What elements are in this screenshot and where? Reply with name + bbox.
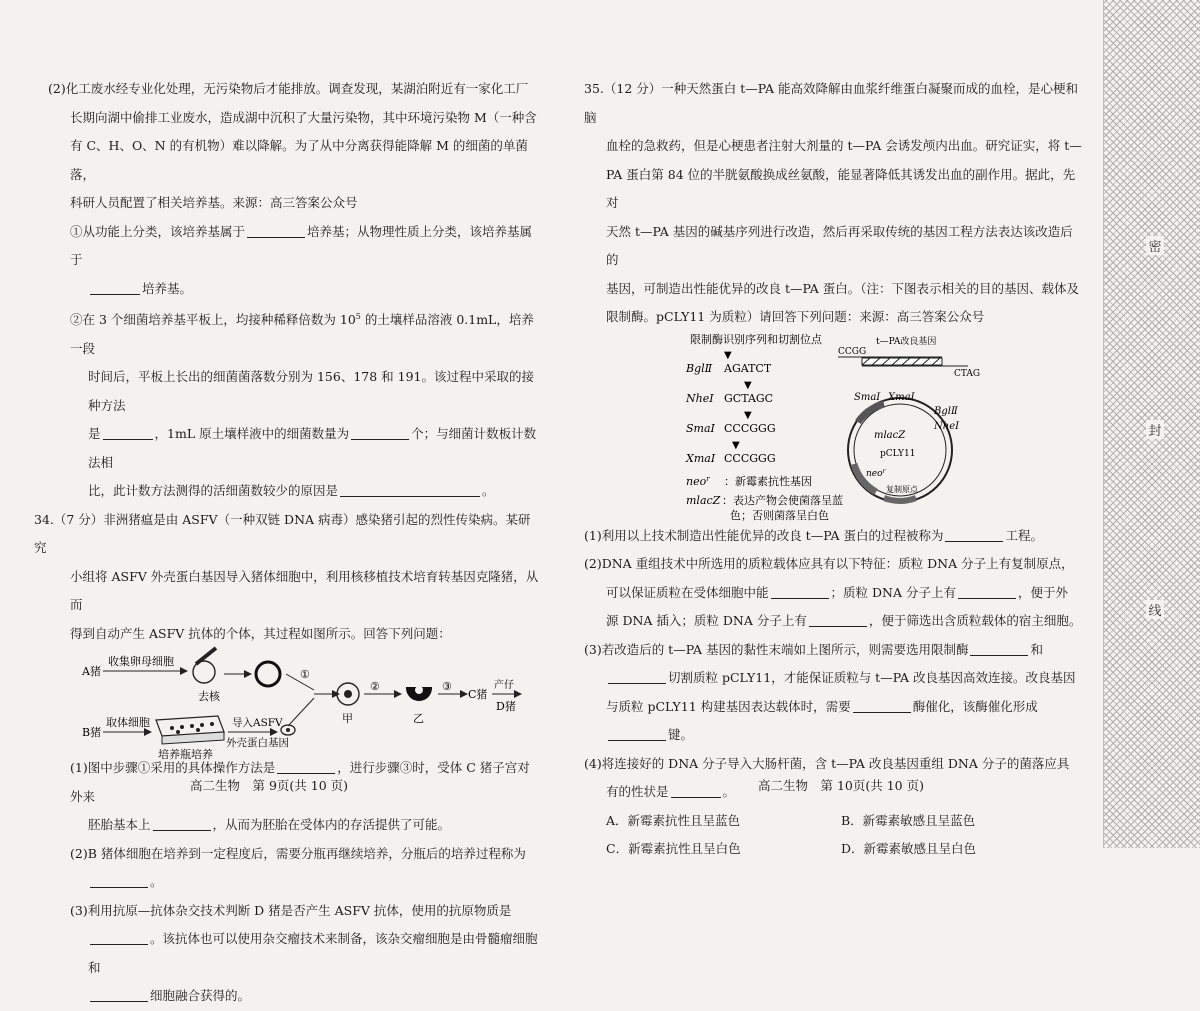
left-page: (2)化工废水经专业化处理，无污染物后才能排放。调查发现，某湖泊附近有一家化工厂 长期向湖中偷排工业废水，造成湖中沉积了大量污染物，其中环境污染物 M（一种含 有 C、H、O、N 的有机物）难以降解。为了从中分离获得能降解 M 的细菌的单菌落， 科研人员配置了相关培养基。来源：高三答案公众号 ①从功能上分类，该培养基属于 培养基；从物理性质上分类，该培养基属于 培养基。 ②在 3 个细菌培养基平板上，均接种稀释倍数为 $10^5$ 的土壤样品溶液 0.1mL，培养一段 时间后，平板上长出的细菌菌落数分别为 156、178 和 191。该过程中采取的接种方法 是 ，1mL 原土壤样液中的细菌数量为 个；与细菌计数板计数法相 比，此计数方法测得的活细菌数较少的原因是 。 34.（7 分）非洲猪瘟是由 ASFV（一种双链 DNA 病毒）感染猪引起的烈性传染病。某研究 小组将 ASFV 外壳蛋白基因导入猪体细胞中，利用核移植技术培育转基因克隆猪，从而 得到自动产生 ASFV 抗体的个体，其过程如图所示。回答下列问题： A猪 收集卵母细胞 去核 ① 甲 ② 乙 ③ C猪 产仔 D猪 B猪 取体细胞 培养瓶培养 导入ASFV 外壳蛋白基因 (1)图中步骤①采用的具体操作方法是 ，进行步骤③时，受体 C 猪子宫对外来 胚胎基本上 ，从而为胚胎在受体内的存活提供了可能。 (2)B 猪体细胞在培养到一定程度后，需要分瓶再继续培养，分瓶后的培养过程称为 。 (3)利用抗原—抗体杂交技术判断 D 猪是否产生 ASFV 抗体，使用的抗原物质是 。该抗体也可以使用杂交瘤技术来制备，该杂交瘤细胞是由骨髓瘤细胞和 细胞融合获得的。	[48, 0, 540, 1011]
enzyme-table-title: 限制酶识别序列和切割位点	[690, 332, 822, 346]
answer-blank[interactable]	[853, 698, 911, 713]
import-gene-label-1: 导入ASFV	[232, 717, 283, 730]
q35-part3: (3)若改造后的 t—PA 基因的黏性末端如上图所示，则需要选用限制酶 和	[584, 641, 1043, 657]
plasmid-nhe: NheⅠ	[934, 420, 960, 432]
option-a[interactable]: A．新霉素抗性且呈蓝色	[606, 812, 741, 828]
q34-part1: (1)图中步骤①采用的具体操作方法是 ，进行步骤③时，受体 C 猪子宫对外来	[70, 760, 530, 804]
q35-options	[584, 807, 1076, 864]
q35-head: 35.（12 分）一种天然蛋白 t—PA 能高效降解由血浆纤维蛋白凝聚而成的血栓，是心梗和脑	[584, 81, 1079, 125]
step-1: ①	[300, 668, 310, 682]
culture-label: 培养瓶培养	[158, 748, 213, 762]
q33-part2-text: (2)化工废水经专业化处理，无污染物后才能排放。调查发现，某湖泊附近有一家化工厂	[48, 81, 529, 96]
option-b[interactable]: B．新霉素敏感且呈蓝色	[841, 812, 976, 828]
plasmid-mlacz: mlacZ	[874, 429, 906, 441]
step-2: ②	[370, 680, 380, 694]
enzyme-bgl-name: BglⅡ	[686, 361, 713, 375]
svg-text:▼: ▼	[724, 349, 732, 361]
answer-blank[interactable]	[608, 669, 666, 684]
answer-blank[interactable]	[90, 930, 148, 945]
restriction-enzyme-diagram	[584, 332, 1084, 522]
enzyme-xma-seq: CCCGGG	[724, 451, 776, 465]
option-d[interactable]: D．新霉素敏感且呈白色	[841, 841, 977, 856]
mlacz-desc-2: 色；否则菌落呈白色	[730, 508, 829, 522]
neo-label: neo$^r$	[686, 474, 710, 488]
sticky-end-left: CCGG	[838, 346, 867, 357]
plasmid-xma: XmaⅠ	[888, 391, 915, 403]
q34-head: 34.（7 分）非洲猪瘟是由 ASFV（一种双链 DNA 病毒）感染猪引起的烈性传染病。某研究	[34, 511, 531, 556]
q33-sub1: ①从功能上分类，该培养基属于 培养基；从物理性质上分类，该培养基属于	[70, 223, 533, 267]
cloning-diagram	[48, 650, 528, 762]
q35-part2: (2)DNA 重组技术中所选用的质粒载体应具有以下特征：质粒 DNA 分子上有复制原点，	[584, 556, 1074, 571]
right-page-footer: 高二生物 第 10页(共 10 页)	[758, 778, 924, 793]
q33-sub2: ②在 3 个细菌培养基平板上，均接种稀释倍数为 $10^5$ 的土壤样品溶液 0.1mL，培养一段	[70, 312, 534, 356]
answer-blank[interactable]	[608, 726, 666, 741]
yi-label: 乙	[413, 712, 424, 726]
q34-part2: (2)B 猪体细胞在培养到一定程度后，需要分瓶再继续培养，分瓶后的培养过程称为	[70, 845, 526, 861]
plasmid-sma: SmaⅠ	[854, 391, 881, 403]
mlacz-desc-1: ：表达产物会使菌落呈蓝	[722, 493, 843, 507]
answer-blank[interactable]	[90, 280, 140, 295]
seal-char-2: 封	[1146, 420, 1164, 439]
answer-blank[interactable]	[970, 641, 1028, 656]
enucleate-label: 去核	[198, 690, 220, 704]
answer-blank[interactable]	[945, 527, 1003, 542]
step-3: ③	[442, 680, 452, 694]
pig-c-label: C猪	[468, 688, 488, 702]
import-gene-label-2: 外壳蛋白基因	[226, 737, 289, 750]
answer-blank[interactable]	[103, 425, 153, 440]
q34-part3: (3)利用抗原—抗体杂交技术判断 D 猪是否产生 ASFV 抗体，使用的抗原物质是	[70, 902, 512, 918]
answer-blank[interactable]	[809, 612, 867, 627]
plasmid-name: pCLY11	[880, 448, 916, 459]
answer-blank[interactable]	[671, 783, 721, 798]
plasmid-ori: 复制原点	[886, 484, 918, 494]
collect-oocyte-label: 收集卵母细胞	[108, 655, 174, 669]
pig-a-label: A猪	[82, 665, 101, 679]
option-c[interactable]: C．新霉素抗性且呈白色	[606, 841, 741, 856]
sticky-end-right: CTAG	[954, 368, 981, 379]
pig-d-label: D猪	[496, 700, 516, 714]
take-cells-label: 取体细胞	[106, 716, 150, 730]
svg-text:▼: ▼	[744, 379, 752, 391]
answer-blank[interactable]	[351, 425, 409, 440]
enzyme-bgl-seq: AGATCT	[724, 361, 772, 375]
svg-text:▼: ▼	[744, 409, 752, 421]
gene-title: t—PA改良基因	[876, 336, 937, 347]
pig-b-label: B猪	[82, 726, 102, 740]
q35-part4: (4)将连接好的 DNA 分子导入大肠杆菌，含 t—PA 改良基因重组 DNA 分子的菌落应具	[584, 755, 1070, 771]
q35-part1: (1)利用以上技术制造出性能优异的改良 t—PA 蛋白的过程被称为 工程。	[584, 527, 1043, 543]
plasmid-neo: neo$^r$	[866, 467, 886, 479]
answer-blank[interactable]	[277, 759, 335, 774]
mlacz-label: mlacZ	[686, 493, 721, 507]
enzyme-sma-seq: CCCGGG	[724, 421, 776, 435]
answer-blank[interactable]	[247, 223, 305, 238]
answer-blank[interactable]	[771, 584, 829, 599]
answer-blank[interactable]	[340, 482, 480, 497]
plasmid-bgl: BglⅡ	[934, 405, 958, 417]
answer-blank[interactable]	[958, 584, 1016, 599]
enzyme-xma-name: XmaⅠ	[686, 451, 716, 465]
right-page: 35.（12 分）一种天然蛋白 t—PA 能高效降解由血浆纤维蛋白凝聚而成的血栓，是心梗和脑 血栓的急救药，但是心梗患者注射大剂量的 t—PA 会诱发颅内出血。研究证实，将 t— PA 蛋白第 84 位的半胱氨酸换成丝氨酸，能显著降低其诱发出血的副作用。据此，先对 天然 t—PA 基因的碱基序列进行改造，然后再采取传统的基因工程方法表达该改造后的 基因，可制造出性能优异的改良 t—PA 蛋白。（注：下图表示相关的目的基因、载体及 限制酶。pCLY11 为质粒）请回答下列问题：来源：高三答案公众号 限制酶识别序列和切割位点 ▼ BglⅡ AGATCT ▼ NheⅠ GCTAGC ▼ SmaⅠ CCCGGG ▼ XmaⅠ CCCGGG neo$^r$ ：新霉素抗性基因 mlacZ ：表达产物会使菌落呈蓝 色；否则菌落呈白色 t—PA改良基因 CCGG CTAG SmaⅠ XmaⅠ BglⅡ NheⅠ mlacZ pCLY11 neo$^r$ 复制原点 (1)利用以上技术制造出性能优异的改良 t—PA 蛋白的过程被称为 工程。 (2)DNA 重组技术中所选用的质粒载体应具有以下特征：质粒 DNA 分子上有复制原点， 可以保证质粒在受体细胞中能 ；质粒 DNA 分子上有 ，便于外 源 DNA 插入；质粒 DNA 分子上有 ，便于筛选出含质粒载体的宿主细胞。 (3)若改造后的 t—PA 基因的黏性末端如上图所示，则需要选用限制酶 和 切割质粒 pCLY11，才能保证质粒与 t—PA 改良基因高效连接。改良基因 与质粒 pCLY11 构建基因表达载体时，需要 酶催化，该酶催化形成 键。 (4)将连接好的 DNA 分子导入大肠杆菌，含 t—PA 改良基因重组 DNA 分子的菌落应具 有的性状是 。 A．新霉素抗性且呈蓝色 B．新霉素敏感且呈蓝色 C．新霉素抗性且呈白色 D．新霉素敏感且呈白色	[584, 0, 1084, 864]
neo-desc: ：新霉素抗性基因	[724, 474, 812, 488]
birth-label: 产仔	[494, 680, 514, 692]
answer-blank[interactable]	[90, 873, 148, 888]
enzyme-nhe-seq: GCTAGC	[724, 391, 774, 405]
enzyme-sma-name: SmaⅠ	[686, 421, 715, 435]
enzyme-nhe-name: NheⅠ	[686, 391, 714, 405]
jia-label: 甲	[342, 712, 353, 726]
svg-text:▼: ▼	[732, 439, 740, 451]
answer-blank[interactable]	[153, 816, 211, 831]
left-page-footer: 高二生物 第 9页(共 10 页)	[190, 778, 349, 793]
answer-blank[interactable]	[90, 987, 148, 1002]
seal-char-3: 线	[1146, 600, 1164, 619]
seal-char-1: 密	[1146, 236, 1164, 255]
